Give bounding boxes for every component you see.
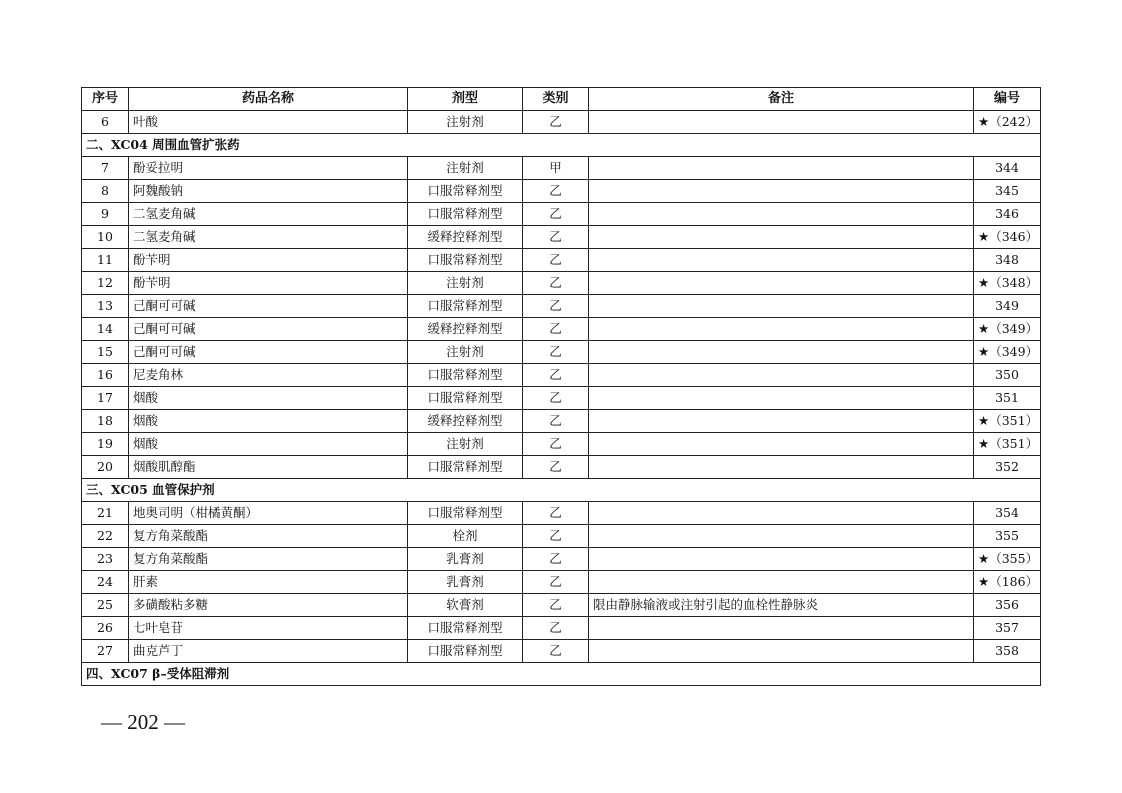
- row-remarks: [589, 364, 974, 387]
- row-drug-name: 曲克芦丁: [129, 640, 408, 663]
- row-category: 乙: [523, 594, 589, 617]
- row-seq: 27: [82, 640, 129, 663]
- row-remarks: [589, 111, 974, 134]
- row-drug-name: 地奥司明（柑橘黄酮）: [129, 502, 408, 525]
- row-remarks: [589, 433, 974, 456]
- row-seq: 8: [82, 180, 129, 203]
- row-remarks: [589, 180, 974, 203]
- row-drug-name: 二氢麦角碱: [129, 226, 408, 249]
- row-code: 351: [974, 387, 1041, 410]
- table-row: [82, 272, 1041, 295]
- row-remarks: [589, 272, 974, 295]
- row-code: 357: [974, 617, 1041, 640]
- row-seq: 26: [82, 617, 129, 640]
- row-code: ★（355）: [974, 548, 1041, 571]
- row-dosage-form: 注射剂: [408, 341, 523, 364]
- header-category: 类别: [523, 88, 589, 111]
- row-code: ★（351）: [974, 410, 1041, 433]
- table-row: [82, 341, 1041, 364]
- row-category: 乙: [523, 249, 589, 272]
- row-category: 乙: [523, 433, 589, 456]
- row-seq: 23: [82, 548, 129, 571]
- row-dosage-form: 软膏剂: [408, 594, 523, 617]
- table-row: [82, 525, 1041, 548]
- section-title: 四、XC07 β–受体阻滞剂: [82, 663, 1041, 686]
- row-code: 356: [974, 594, 1041, 617]
- row-drug-name: 己酮可可碱: [129, 318, 408, 341]
- row-code: 354: [974, 502, 1041, 525]
- row-dosage-form: 缓释控释剂型: [408, 318, 523, 341]
- row-category: 乙: [523, 203, 589, 226]
- row-drug-name: 酚妥拉明: [129, 157, 408, 180]
- row-remarks: 限由静脉输液或注射引起的血栓性静脉炎: [589, 594, 974, 617]
- drug-list-table: [81, 87, 1041, 686]
- table-row: [82, 318, 1041, 341]
- row-category: 乙: [523, 295, 589, 318]
- row-code: 358: [974, 640, 1041, 663]
- row-code: ★（348）: [974, 272, 1041, 295]
- header-code: 编号: [974, 88, 1041, 111]
- table-row: [82, 180, 1041, 203]
- row-dosage-form: 口服常释剂型: [408, 249, 523, 272]
- row-code: 344: [974, 157, 1041, 180]
- table-body: [82, 111, 1041, 686]
- table-row: [82, 502, 1041, 525]
- row-remarks: [589, 410, 974, 433]
- row-code: 349: [974, 295, 1041, 318]
- row-category: 乙: [523, 640, 589, 663]
- header-seq: 序号: [82, 88, 129, 111]
- row-code: 350: [974, 364, 1041, 387]
- table-row: [82, 249, 1041, 272]
- row-drug-name: 尼麦角林: [129, 364, 408, 387]
- section-title: 三、XC05 血管保护剂: [82, 479, 1041, 502]
- row-seq: 15: [82, 341, 129, 364]
- row-seq: 10: [82, 226, 129, 249]
- row-remarks: [589, 571, 974, 594]
- row-seq: 19: [82, 433, 129, 456]
- section-title: 二、XC04 周围血管扩张药: [82, 134, 1041, 157]
- row-seq: 24: [82, 571, 129, 594]
- row-seq: 25: [82, 594, 129, 617]
- row-dosage-form: 缓释控释剂型: [408, 226, 523, 249]
- page-number: — 202 —: [101, 710, 185, 734]
- row-remarks: [589, 387, 974, 410]
- row-dosage-form: 乳膏剂: [408, 548, 523, 571]
- row-dosage-form: 口服常释剂型: [408, 180, 523, 203]
- row-seq: 21: [82, 502, 129, 525]
- row-seq: 14: [82, 318, 129, 341]
- row-code: 345: [974, 180, 1041, 203]
- row-drug-name: 己酮可可碱: [129, 341, 408, 364]
- row-code: ★（346）: [974, 226, 1041, 249]
- table-row: [82, 203, 1041, 226]
- row-drug-name: 烟酸: [129, 433, 408, 456]
- row-drug-name: 酚苄明: [129, 272, 408, 295]
- row-category: 乙: [523, 111, 589, 134]
- row-category: 乙: [523, 525, 589, 548]
- header-remarks: 备注: [589, 88, 974, 111]
- row-drug-name: 己酮可可碱: [129, 295, 408, 318]
- row-category: 甲: [523, 157, 589, 180]
- row-seq: 16: [82, 364, 129, 387]
- row-code: ★（349）: [974, 341, 1041, 364]
- header-dosage-form: 剂型: [408, 88, 523, 111]
- row-dosage-form: 乳膏剂: [408, 571, 523, 594]
- row-remarks: [589, 157, 974, 180]
- row-remarks: [589, 249, 974, 272]
- row-category: 乙: [523, 456, 589, 479]
- row-dosage-form: 口服常释剂型: [408, 456, 523, 479]
- table-row: [82, 617, 1041, 640]
- row-seq: 17: [82, 387, 129, 410]
- row-code: ★（349）: [974, 318, 1041, 341]
- row-remarks: [589, 295, 974, 318]
- row-category: 乙: [523, 571, 589, 594]
- table-row: [82, 410, 1041, 433]
- table-row: [82, 433, 1041, 456]
- row-remarks: [589, 203, 974, 226]
- row-drug-name: 复方角菜酸酯: [129, 548, 408, 571]
- row-seq: 18: [82, 410, 129, 433]
- table-row: [82, 157, 1041, 180]
- row-remarks: [589, 502, 974, 525]
- row-category: 乙: [523, 364, 589, 387]
- section-header-row: [82, 663, 1041, 686]
- row-remarks: [589, 548, 974, 571]
- section-header-row: [82, 479, 1041, 502]
- row-category: 乙: [523, 180, 589, 203]
- row-remarks: [589, 640, 974, 663]
- row-remarks: [589, 341, 974, 364]
- table-header-row: [82, 88, 1041, 111]
- row-category: 乙: [523, 341, 589, 364]
- row-category: 乙: [523, 387, 589, 410]
- row-dosage-form: 口服常释剂型: [408, 502, 523, 525]
- row-seq: 20: [82, 456, 129, 479]
- row-code: ★（186）: [974, 571, 1041, 594]
- row-remarks: [589, 456, 974, 479]
- row-dosage-form: 口服常释剂型: [408, 203, 523, 226]
- row-seq: 9: [82, 203, 129, 226]
- row-drug-name: 阿魏酸钠: [129, 180, 408, 203]
- row-category: 乙: [523, 272, 589, 295]
- table-row: [82, 548, 1041, 571]
- row-code: 348: [974, 249, 1041, 272]
- table-row: [82, 387, 1041, 410]
- table-row: [82, 571, 1041, 594]
- row-dosage-form: 口服常释剂型: [408, 640, 523, 663]
- row-dosage-form: 注射剂: [408, 272, 523, 295]
- row-category: 乙: [523, 617, 589, 640]
- row-dosage-form: 注射剂: [408, 433, 523, 456]
- row-category: 乙: [523, 318, 589, 341]
- row-seq: 6: [82, 111, 129, 134]
- row-seq: 12: [82, 272, 129, 295]
- table-row: [82, 295, 1041, 318]
- row-remarks: [589, 617, 974, 640]
- row-category: 乙: [523, 502, 589, 525]
- row-seq: 22: [82, 525, 129, 548]
- row-dosage-form: 栓剂: [408, 525, 523, 548]
- table-row: [82, 594, 1041, 617]
- row-seq: 13: [82, 295, 129, 318]
- table-row: [82, 111, 1041, 134]
- table-row: [82, 364, 1041, 387]
- row-category: 乙: [523, 548, 589, 571]
- row-drug-name: 烟酸: [129, 387, 408, 410]
- row-drug-name: 烟酸肌醇酯: [129, 456, 408, 479]
- row-seq: 7: [82, 157, 129, 180]
- row-drug-name: 复方角菜酸酯: [129, 525, 408, 548]
- row-dosage-form: 注射剂: [408, 111, 523, 134]
- row-category: 乙: [523, 410, 589, 433]
- row-code: 346: [974, 203, 1041, 226]
- row-dosage-form: 缓释控释剂型: [408, 410, 523, 433]
- row-dosage-form: 口服常释剂型: [408, 387, 523, 410]
- section-header-row: [82, 134, 1041, 157]
- table-row: [82, 640, 1041, 663]
- table-row: [82, 456, 1041, 479]
- row-code: 355: [974, 525, 1041, 548]
- row-dosage-form: 口服常释剂型: [408, 364, 523, 387]
- row-drug-name: 肝素: [129, 571, 408, 594]
- row-code: ★（242）: [974, 111, 1041, 134]
- header-drug-name: 药品名称: [129, 88, 408, 111]
- row-dosage-form: 注射剂: [408, 157, 523, 180]
- row-dosage-form: 口服常释剂型: [408, 295, 523, 318]
- row-remarks: [589, 318, 974, 341]
- row-remarks: [589, 525, 974, 548]
- row-drug-name: 酚苄明: [129, 249, 408, 272]
- row-drug-name: 七叶皂苷: [129, 617, 408, 640]
- table-row: [82, 226, 1041, 249]
- row-drug-name: 叶酸: [129, 111, 408, 134]
- row-remarks: [589, 226, 974, 249]
- row-drug-name: 二氢麦角碱: [129, 203, 408, 226]
- row-seq: 11: [82, 249, 129, 272]
- row-drug-name: 烟酸: [129, 410, 408, 433]
- row-category: 乙: [523, 226, 589, 249]
- row-code: 352: [974, 456, 1041, 479]
- row-drug-name: 多磺酸粘多糖: [129, 594, 408, 617]
- row-dosage-form: 口服常释剂型: [408, 617, 523, 640]
- row-code: ★（351）: [974, 433, 1041, 456]
